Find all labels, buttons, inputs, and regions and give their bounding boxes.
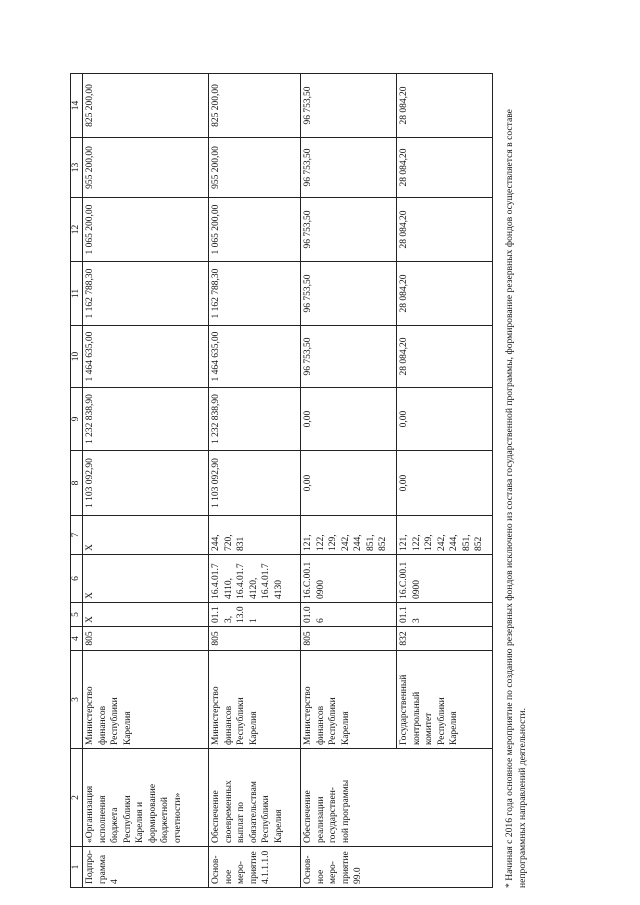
value-cell: 1 065 200,00: [83, 198, 209, 262]
col-num: 6: [71, 555, 83, 603]
col-num: 12: [71, 198, 83, 262]
value-cell: 0,00: [301, 451, 397, 516]
expense-type-cell: 121, 122, 129, 242, 244, 851, 852: [397, 516, 493, 555]
value-cell: 28 084,20: [397, 138, 493, 198]
grbs-cell: 805: [209, 627, 301, 651]
row-code-cell: Подпро- грамма 4: [83, 847, 209, 888]
section-cell: 01.13, 13.01: [209, 603, 301, 627]
value-cell: 96 753,50: [301, 138, 397, 198]
value-cell: 1 065 200,00: [209, 198, 301, 262]
value-cell: 96 753,50: [301, 262, 397, 326]
col-num: 2: [71, 749, 83, 847]
target-article-cell: 16.4.01.7 4110, 16.4.01.7 4120, 16.4.01.7 4130: [209, 555, 301, 603]
value-cell: 825 200,00: [83, 74, 209, 138]
value-cell: 1 103 092,90: [209, 451, 301, 516]
expense-type-cell: Х: [83, 516, 209, 555]
row-name-cell: Обеспечение своевременных выплат по обязательствам Республики Карелия: [209, 749, 301, 847]
section-cell: Х: [83, 603, 209, 627]
col-num: 10: [71, 326, 83, 388]
col-num: 7: [71, 516, 83, 555]
grbs-cell: 832: [397, 627, 493, 651]
value-cell: 1 103 092,90: [83, 451, 209, 516]
row-code-cell: Основ- ное меро- приятие 4.1.1.1.0: [209, 847, 301, 888]
value-cell: 0,00: [301, 388, 397, 451]
section-cell: 01.13: [397, 603, 493, 627]
value-cell: 1 162 788,30: [83, 262, 209, 326]
grbs-cell: 805: [301, 627, 397, 651]
value-cell: 955 200,00: [209, 138, 301, 198]
value-cell: 1 162 788,30: [209, 262, 301, 326]
col-num: 13: [71, 138, 83, 198]
table-row: [83, 74, 209, 888]
rotated-page: [40, 68, 600, 888]
table-row: [301, 74, 397, 888]
value-cell: 28 084,20: [397, 74, 493, 138]
row-name-cell: «Организация исполнения бюджета Республики Карелия и формирование бюджетной отчетности»: [83, 749, 209, 847]
value-cell: 0,00: [397, 451, 493, 516]
col-num: 11: [71, 262, 83, 326]
row-name-cell: Обеспечение реализации государствен- ной программы: [301, 749, 493, 847]
value-cell: 825 200,00: [209, 74, 301, 138]
value-cell: 1 464 635,00: [209, 326, 301, 388]
col-num: 1: [71, 847, 83, 888]
col-num: 5: [71, 603, 83, 627]
executor-cell: Министерство финансов Республики Карелия: [301, 651, 397, 749]
grbs-cell: 805: [83, 627, 209, 651]
target-article-cell: 16.С.00.1 0900: [301, 555, 397, 603]
col-num: 9: [71, 388, 83, 451]
budget-table: [70, 73, 493, 888]
target-article-cell: Х: [83, 555, 209, 603]
value-cell: 1 232 838,90: [209, 388, 301, 451]
target-article-cell: 16.С.00.1 0900: [397, 555, 493, 603]
value-cell: 955 200,00: [83, 138, 209, 198]
col-num: 14: [71, 74, 83, 138]
col-num: 3: [71, 651, 83, 749]
value-cell: 0,00: [397, 388, 493, 451]
value-cell: 96 753,50: [301, 74, 397, 138]
executor-cell: Министерство финансов Республики Карелия: [209, 651, 301, 749]
value-cell: 96 753,50: [301, 198, 397, 262]
expense-type-cell: 121, 122, 129, 242, 244, 851, 852: [301, 516, 397, 555]
value-cell: 1 232 838,90: [83, 388, 209, 451]
section-cell: 01.06: [301, 603, 397, 627]
col-num: 8: [71, 451, 83, 516]
expense-type-cell: 244, 720, 831: [209, 516, 301, 555]
footnote: * Начиная с 2016 года основное мероприятие по созданию резервных фондов исключено из состава государственной программы, формирование резервных фондов осуществляется в составе непрограммных направлений деятельности.: [504, 109, 528, 888]
col-num: 4: [71, 627, 83, 651]
value-cell: 96 753,50: [301, 326, 397, 388]
column-number-row: [71, 74, 83, 888]
value-cell: 1 464 635,00: [83, 326, 209, 388]
executor-cell: Министерство финансов Республики Карелия: [83, 651, 209, 749]
row-code-cell: Основ- ное меро- приятие 99.0: [301, 847, 493, 888]
value-cell: 28 084,20: [397, 262, 493, 326]
executor-cell: Государственный контрольный комитет Республики Карелия: [397, 651, 493, 749]
table-row: [209, 74, 301, 888]
value-cell: 28 084,20: [397, 198, 493, 262]
value-cell: 28 084,20: [397, 326, 493, 388]
